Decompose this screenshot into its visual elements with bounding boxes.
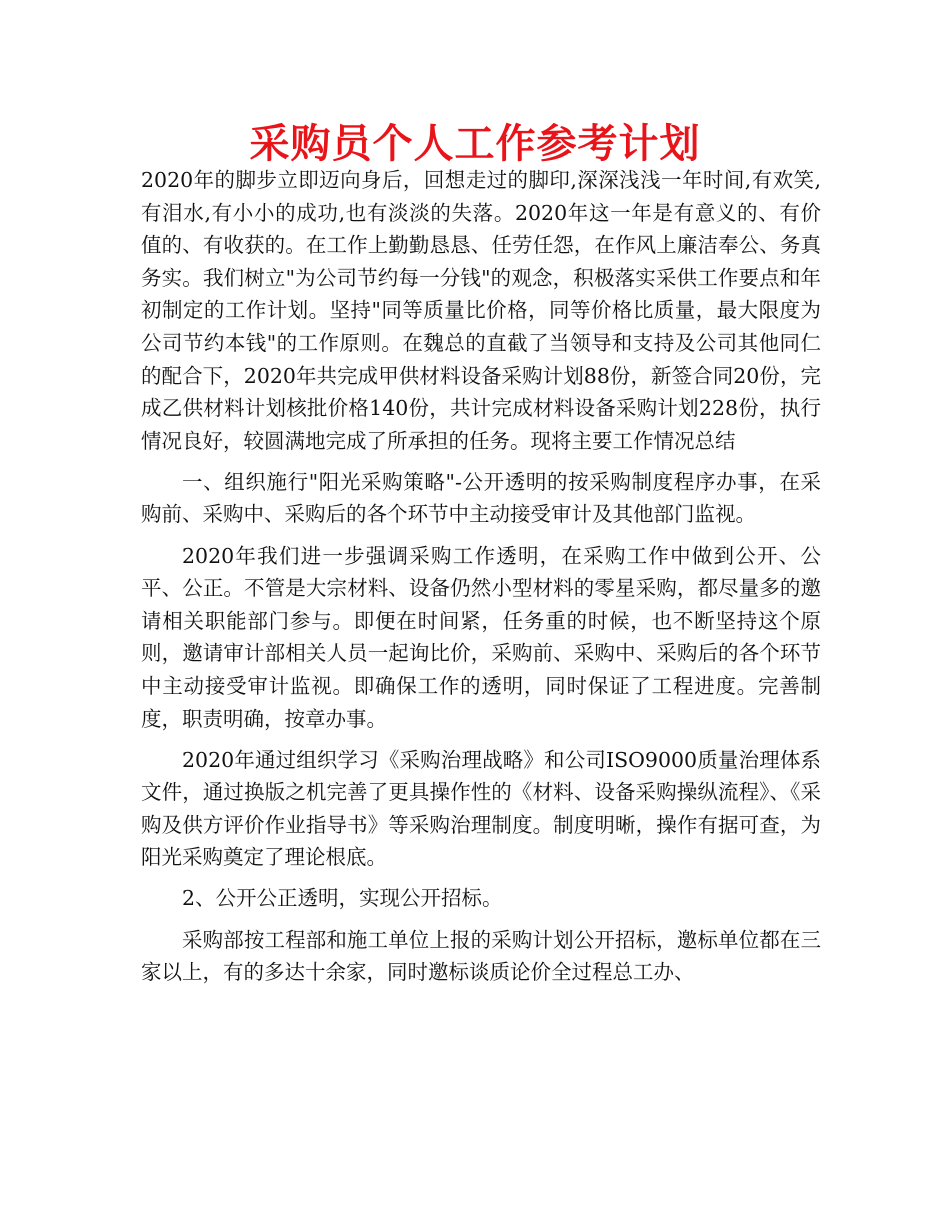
paragraph-iso9000: 2020年通过组织学习《采购治理战略》和公司ISO9000质量治理体系文件，通过换版之机完善了更具操作性的《材料、设备采购操纵流程》、《采购及供方评价作业指导书》等采购治理制度。制度明晰，操作有据可查，为阳光采购奠定了理论根底。 — [141, 747, 821, 870]
document-title: 采购员个人工作参考计划 — [249, 121, 701, 167]
paragraph-section-1-heading: 一、组织施行"阳光采购策略"-公开透明的按采购制度程序办事，在采购前、采购中、采购后的各个环节中主动接受审计及其他部门监视。 — [141, 469, 821, 527]
paragraph-transparency: 2020年我们进一步强调采购工作透明，在采购工作中做到公开、公平、公正。不管是大宗材料、设备仍然小型材料的零星采购，都尽量多的邀请相关职能部门参与。即便在时间紧，任务重的时候，也不断坚持这个原则，邀请审计部相关人员一起询比价，采购前、采购中、采购后的各个环节中主动接受审计监视。即确保工作的透明，同时保证了工程进度。完善制度，职责明确，按章办事。 — [141, 543, 821, 731]
paragraph-tendering: 采购部按工程部和施工单位上报的采购计划公开招标，邀标单位都在三家以上，有的多达十余家，同时邀标谈质论价全过程总工办、 — [141, 927, 821, 985]
paragraph-section-2-heading: 2、公开公正透明，实现公开招标。 — [182, 886, 503, 911]
paragraph-intro: 2020年的脚步立即迈向身后，回想走过的脚印,深深浅浅一年时间,有欢笑,有泪水,有小小的成功,也有淡淡的失落。2020年这一年是有意义的、有价值的、有收获的。在工作上勤勤恳恳、任劳任怨，在作风上廉洁奉公、务真务实。我们树立"为公司节约每一分钱"的观念，积极落实采供工作要点和年初制定的工作计划。坚持"同等质量比价格，同等价格比质量，最大限度为公司节约本钱"的工作原则。在魏总的直截了当领导和支持及公司其他同仁的配合下，2020年共完成甲供材料设备采购计划88份，新签合同20份，完成乙供材料计划核批价格140份，共计完成材料设备采购计划228份，执行情况良好，较圆满地完成了所承担的任务。现将主要工作情况总结 — [141, 168, 821, 453]
document-body — [141, 164, 821, 997]
